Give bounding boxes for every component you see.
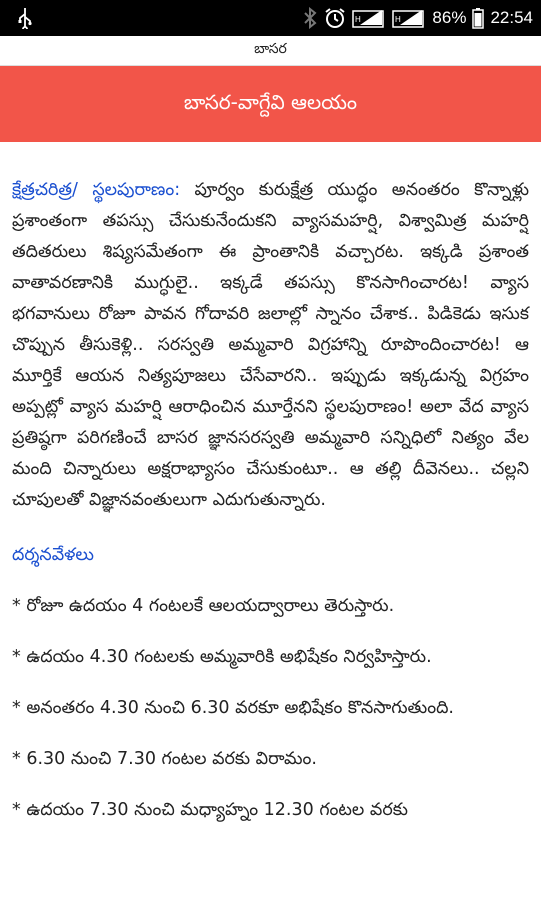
signal-icon [352,7,386,29]
intro-label: క్షేత్రచరిత్ర/ స్థలపురాణం: [12,180,181,200]
app-title: బాసర [254,41,287,57]
intro-text: పూర్వం కురుక్షేత్ర యుద్ధం అనంతరం కొన్నాళ్లు ప్రశాంతంగా తపస్సు చేసుకునేందుకని వ్యాసమహర్షి, విశ్వామిత్ర మహర్షి తదితరులు శిష్యసమేతంగా ఈ ప్రాంతానికి వచ్చారట. ఇక్కడి ప్రశాంత వాతావరణానికి ముగ్ధులై.. ఇక్కడే తపస్సు కొనసాగించారట! వ్యాస భగవానులు రోజూ పావన గోదావరి జలాల్లో స్నానం చేశాక.. పిడికెడు ఇసుక చొప్పున తీసుకెళ్లి.. సరస్వతి అమ్మవారి విగ్రహాన్ని రూపొందించారట! ఆ మూర్తికే ఆయన నిత్యపూజలు చేసేవారని.. ఇప్పుడు ఇక్కడున్న విగ్రహం అప్పట్లో వ్యాస మహర్షి ఆరాధించిన మూర్తేనని స్థలపురాణం! అలా వేద వ్యాస ప్రతిష్ఠగా పరిగణించే బాసర జ్ఞానసరస్వతి అమ్మవారి సన్నిధిలో నిత్యం వేల మంది చిన్నారులు అక్షరాభ్యాసం చేసుకుంటూ.. ఆ తల్లి దీవెనలు.. చల్లని చూపులతో విజ్ఞానవంతులుగా ఎదుగుతున్నారు. [12,180,529,510]
svg-text:H: H [395,15,402,24]
article-content[interactable] [12,175,529,826]
intro-paragraph [12,175,529,516]
timing-item: * ఉదయం 7.30 నుంచి మధ్యాహ్నం 12.30 గంటల వరకు [12,800,408,820]
page-title: బాసర-వాగ్దేవి ఆలయం [183,89,358,114]
alarm-icon [324,7,346,29]
signal-icon [392,7,426,29]
usb-icon [18,7,32,29]
bluetooth-icon [302,7,318,29]
app-title-bar [0,36,541,66]
timing-item: * ఉదయం 4.30 గంటలకు అమ్మవారికి అభిషేకం నిర్వహిస్తారు. [12,647,432,667]
timing-item: * రోజూ ఉదయం 4 గంటలకే ఆలయద్వారాలు తెరుస్తారు. [12,596,395,616]
status-bar [0,0,541,36]
battery-icon [472,7,484,29]
timings-heading: దర్శనవేళలు [12,545,94,565]
timing-item: * 6.30 నుంచి 7.30 గంటల వరకు విరామం. [12,749,317,769]
battery-percent: 86% [432,8,467,27]
clock-time: 22:54 [490,8,533,27]
svg-text:H: H [355,15,362,24]
timing-item: * అనంతరం 4.30 నుంచి 6.30 వరకూ అభిషేకం కొనసాగుతుంది. [12,698,454,718]
page-banner [0,66,541,142]
